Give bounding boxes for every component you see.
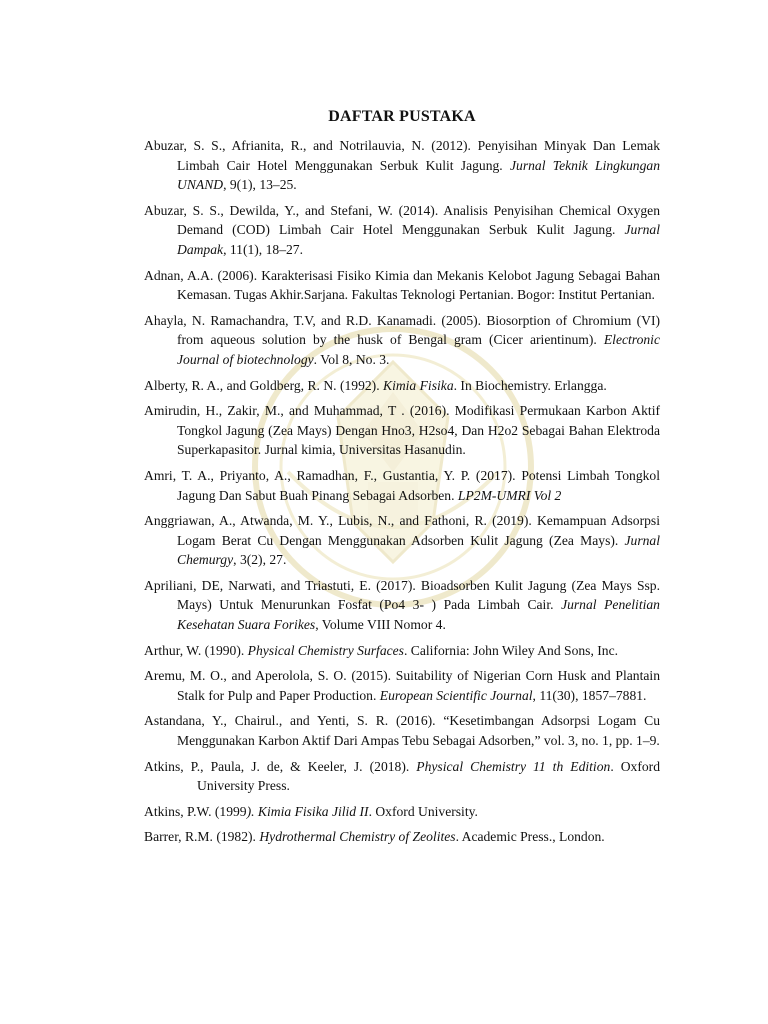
- reference-entry: Amirudin, H., Zakir, M., and Muhammad, T . (2016). Modifikasi Permukaan Karbon Aktif Tongkol Jagung (Zea Mays) Dengan Hno3, H2so4, Dan H2o2 Sebagai Bahan Elektroda Superkapasitor. Jurnal kimia, Universitas Hasanudin.: [144, 403, 660, 458]
- reference-entry: Apriliani, DE, Narwati, and Triastuti, E. (2017). Bioadsorben Kulit Jagung (Zea Mays Ssp. Mays) Untuk Menurunkan Fosfat (Po4 3- ) Pada Limbah Cair. Jurnal Penelitian Kesehatan Suara Forikes, Volume VIII Nomor 4.: [144, 577, 660, 633]
- reference-entry: Abuzar, S. S., Dewilda, Y., and Stefani, W. (2014). Analisis Penyisihan Chemical Oxygen Demand (COD) Limbah Cair Hotel Menggunakan Serbuk Kulit Jagung. Jurnal Dampak, 11(1), 18–27.: [144, 202, 660, 257]
- reference-entry: Arthur, W. (1990). Physical Chemistry Surfaces. California: John Wiley And Sons, Inc.: [144, 642, 619, 658]
- page-title: DAFTAR PUSTAKA: [328, 108, 476, 125]
- bibliography-page: [144, 108, 660, 853]
- reference-entry: Abuzar, S. S., Afrianita, R., and Notrilauvia, N. (2012). Penyisihan Minyak Dan Lemak Limbah Cair Hotel Menggunakan Serbuk Kulit Jagung. Jurnal Teknik Lingkungan UNAND, 9(1), 13–25.: [144, 138, 660, 193]
- reference-entry: Barrer, R.M. (1982). Hydrothermal Chemistry of Zeolites. Academic Press., London.: [144, 829, 605, 845]
- reference-entry: Adnan, A.A. (2006). Karakterisasi Fisiko Kimia dan Mekanis Kelobot Jagung Sebagai Bahan Kemasan. Tugas Akhir.Sarjana. Fakultas Teknologi Pertanian. Bogor: Institut Pertanian.: [144, 267, 660, 303]
- reference-entry: Atkins, P., Paula, J. de, & Keeler, J. (2018). Physical Chemistry 11 th Edition. Oxford University Press.: [144, 758, 661, 794]
- reference-entry: Atkins, P.W. (1999). Kimia Fisika Jilid II. Oxford University.: [144, 803, 478, 819]
- reference-entry: Amri, T. A., Priyanto, A., Ramadhan, F., Gustantia, Y. P. (2017). Potensi Limbah Tongkol Jagung Dan Sabut Buah Pinang Sebagai Adsorben. LP2M-UMRI Vol 2: [144, 467, 660, 503]
- reference-entry: Anggriawan, A., Atwanda, M. Y., Lubis, N., and Fathoni, R. (2019). Kemampuan Adsorpsi Logam Berat Cu Dengan Menggunakan Adsorben Kulit Jagung (Zea Mays). Jurnal Chemurgy, 3(2), 27.: [144, 513, 660, 568]
- reference-entry: Astandana, Y., Chairul., and Yenti, S. R. (2016). “Kesetimbangan Adsorpsi Logam Cu Menggunakan Karbon Aktif Dari Ampas Tebu Sebagai Adsorben,” vol. 3, no. 1, pp. 1–9.: [144, 713, 660, 749]
- reference-entry: Ahayla, N. Ramachandra, T.V, and R.D. Kanamadi. (2005). Biosorption of Chromium (VI) from aqueous solution by the husk of Bengal gram (Cicer arientinum). Electronic Journal of biotechnology. Vol 8, No. 3.: [144, 312, 660, 367]
- reference-entry: Alberty, R. A., and Goldberg, R. N. (1992). Kimia Fisika. In Biochemistry. Erlangga.: [144, 377, 607, 393]
- reference-entry: Aremu, M. O., and Aperolola, S. O. (2015). Suitability of Nigerian Corn Husk and Plantain Stalk for Pulp and Paper Production. European Scientific Journal, 11(30), 1857–7881.: [144, 668, 660, 703]
